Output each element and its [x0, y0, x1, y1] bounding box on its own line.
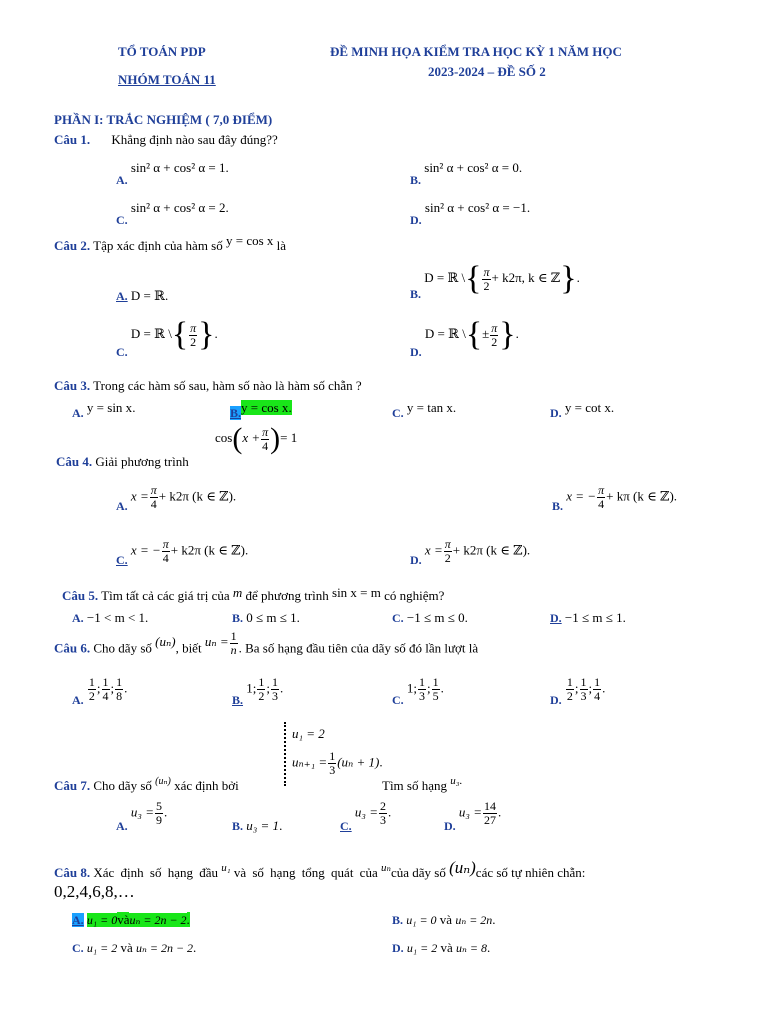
- q8-option-d[interactable]: D. u₁ = 2 và uₙ = 8.: [392, 940, 491, 955]
- q8-stem: Câu 8. Xác định số hạng đầu $^{u_1}$ và số hạng tổng quát của $^{u_n}$của dãy số (uₙ)các số tự nhiên chẵn:: [54, 858, 586, 880]
- q3-option-a[interactable]: A. y = sin x.: [72, 400, 136, 420]
- q5-option-d[interactable]: D. −1 ≤ m ≤ 1.: [550, 610, 626, 625]
- q4-option-b[interactable]: B. x = − $\frac{\pi}{4}$ + kπ (k ∈ ℤ).: [552, 483, 678, 514]
- q2-option-b[interactable]: B. D = ℝ \{ $\frac{\pi}{2}$ + k2π, k ∈ ℤ}.: [410, 260, 580, 301]
- q7-number: Câu 7.: [54, 778, 91, 793]
- q5-option-b[interactable]: B. 0 ≤ m ≤ 1.: [232, 610, 300, 625]
- q7-option-c[interactable]: C. u₃ = $\frac{2}{3}$ .: [340, 799, 392, 834]
- q2-option-c[interactable]: C. D = ℝ \{ $\frac{\pi}{2}$ }.: [116, 316, 218, 359]
- q1-a-formula: sin² α + cos² α = 1: [130, 160, 226, 175]
- q4-option-d[interactable]: D. x = $\frac{\pi}{2}$ + k2π (k ∈ ℤ).: [410, 537, 531, 568]
- q5-number: Câu 5.: [62, 588, 99, 603]
- q4-option-a[interactable]: A. x = $\frac{\pi}{4}$ + k2π (k ∈ ℤ).: [116, 483, 237, 514]
- q3-option-d[interactable]: D. y = cot x.: [550, 400, 615, 420]
- q2-number: Câu 2.: [54, 238, 91, 253]
- q1-option-c[interactable]: C. sin² α + cos² α = 2.: [116, 200, 229, 227]
- q8-option-a[interactable]: A. u₁ = 0vàuₙ = 2n − 2.: [72, 912, 190, 927]
- q1-number: Câu 1.: [54, 132, 91, 147]
- q4-option-c[interactable]: C. x = − $\frac{\pi}{4}$ + k2π (k ∈ ℤ).: [116, 537, 249, 568]
- q1-option-b[interactable]: B. sin² α + cos² α = 0.: [410, 160, 523, 187]
- q8-number: Câu 8.: [54, 865, 91, 880]
- q3-option-b[interactable]: B.y = cos x.: [230, 400, 292, 420]
- q3-number: Câu 3.: [54, 378, 91, 393]
- q3-option-c[interactable]: C. y = tan x.: [392, 400, 457, 420]
- q7-stem: Câu 7. Cho dãy số $^{(u_n)}$ xác định bởi: [54, 776, 239, 793]
- q6-number: Câu 6.: [54, 640, 91, 656]
- q6-stem: Câu 6. Cho dãy số (uₙ), biết uₙ = $\frac{1}{n}$ . Ba số hạng đầu tiên của dãy số đó lần lượt là: [54, 629, 479, 657]
- q7-option-a[interactable]: A. u₃ = $\frac{5}{9}$ .: [116, 799, 168, 834]
- q2-option-d[interactable]: D. D = ℝ \{± $\frac{\pi}{2}$ }.: [410, 316, 519, 359]
- q8-option-b[interactable]: B. u₁ = 0 và uₙ = 2n.: [392, 912, 496, 927]
- q1-text: Khẳng định nào sau đây đúng??: [111, 132, 278, 147]
- q6-option-d[interactable]: D. $\frac{1}{2}$ ; $\frac{1}{3}$ ; $\frac{1}{4}$ .: [550, 675, 606, 708]
- q7-option-d[interactable]: D. u₃ = $\frac{14}{27}$ .: [444, 799, 502, 834]
- q6-option-b[interactable]: B. 1; $\frac{1}{2}$ ; $\frac{1}{3}$ .: [232, 675, 284, 708]
- header-dept: TỔ TOÁN PDP: [118, 44, 206, 59]
- q4-stem-label: Câu 4. Giải phương trình: [56, 454, 189, 469]
- q1-c-formula: sin² α + cos² α = 2: [130, 200, 226, 215]
- section-title: PHẦN I: TRẮC NGHIỆM ( 7,0 ĐIỂM): [54, 112, 273, 127]
- q1-option-d[interactable]: D. sin² α + cos² α = −1.: [410, 200, 531, 227]
- q2-function: y = cos x: [225, 233, 274, 248]
- q5-option-c[interactable]: C. −1 ≤ m ≤ 0.: [392, 610, 468, 625]
- q6-option-a[interactable]: A. $\frac{1}{2}$ ; $\frac{1}{4}$ ; $\frac{1}{8}$ .: [72, 675, 128, 708]
- q7-option-b[interactable]: B. u₃ = 1.: [232, 818, 283, 833]
- header-exam-year: 2023-2024 – ĐỀ SỐ 2: [428, 64, 546, 79]
- q1-option-a[interactable]: A. sin² α + cos² α = 1.: [116, 160, 229, 187]
- q1-d-formula: sin² α + cos² α = −1: [424, 200, 527, 215]
- header-exam-title: ĐỀ MINH HỌA KIỂM TRA HỌC KỲ 1 NĂM HỌC: [330, 44, 622, 59]
- q4-number: Câu 4.: [56, 454, 93, 469]
- q8-sequence: 0,2,4,6,8,…: [54, 882, 135, 901]
- q3-stem: Câu 3. Trong các hàm số sau, hàm số nào là hàm số chẵn ?: [54, 378, 362, 393]
- q8-option-c[interactable]: C. u₁ = 2 và uₙ = 2n − 2.: [72, 940, 197, 955]
- header-group: NHÓM TOÁN 11: [118, 72, 216, 87]
- q1-b-formula: sin² α + cos² α = 0: [424, 160, 519, 175]
- q6-option-c[interactable]: C. 1; $\frac{1}{3}$ ; $\frac{1}{5}$ .: [392, 675, 444, 708]
- q2-option-a[interactable]: A. D = ℝ.: [116, 288, 169, 303]
- q2-stem: Câu 2. Tập xác định của hàm số y = cos x là: [54, 233, 287, 253]
- q7-find-text: Tìm số hạng $^{u_3.}$: [382, 775, 463, 793]
- q4-equation: cos(x + $\frac{\pi}{4}$ )= 1: [215, 422, 298, 455]
- q1-stem: [54, 132, 278, 148]
- q5-stem: Câu 5. Tìm tất cả các giá trị của m để phương trình sin x = m có nghiệm?: [62, 585, 445, 603]
- q5-option-a[interactable]: A. −1 < m < 1.: [72, 610, 149, 625]
